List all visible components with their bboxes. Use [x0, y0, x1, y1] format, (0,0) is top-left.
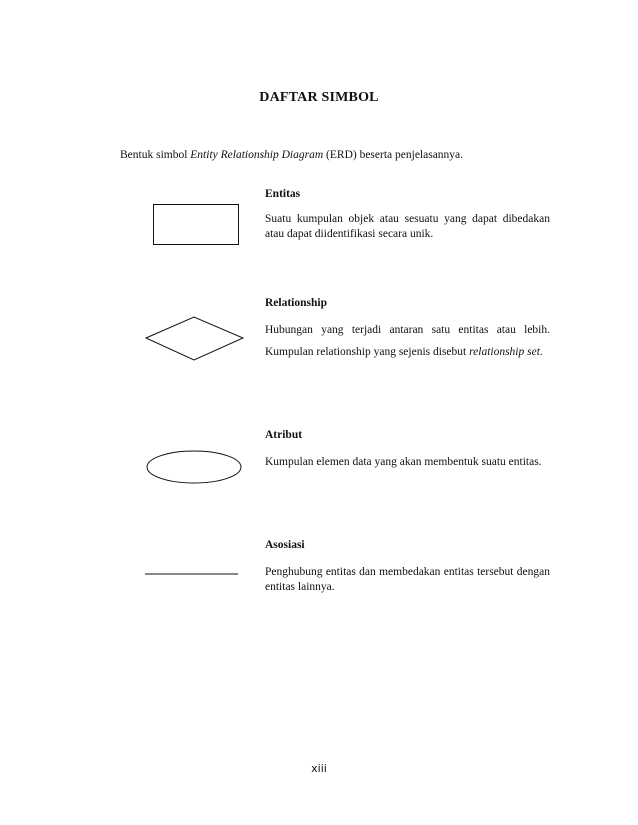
- page-number: xiii: [311, 762, 327, 775]
- page-title: DAFTAR SIMBOL: [259, 90, 379, 105]
- intro-prefix: Bentuk simbol: [120, 149, 191, 161]
- entity-rectangle-symbol: [153, 204, 241, 246]
- association-line-symbol: [145, 573, 239, 577]
- relationship-desc-italic: relationship set: [469, 346, 540, 358]
- symbol-desc-atribut: Kumpulan elemen data yang akan membentuk suatu entitas.: [265, 456, 542, 468]
- relationship-desc-end: .: [539, 346, 543, 358]
- relationship-desc-text: Hubungan yang terjadi antaran satu entitas atau lebih. Kumpulan relationship yang sejenis disebut: [265, 324, 550, 358]
- symbol-title-relationship: Relationship: [265, 297, 327, 309]
- intro-text: [120, 149, 463, 161]
- symbol-title-entitas: Entitas: [265, 188, 301, 200]
- symbol-desc-asosiasi: Penghubung entitas dan membedakan entitas tersebut dengan entitas lainnya.: [265, 566, 550, 593]
- symbol-desc-entitas: Suatu kumpulan objek atau sesuatu yang dapat dibedakan atau dapat diidentifikasi secara unik.: [265, 213, 550, 240]
- attribute-ellipse-symbol: [146, 450, 244, 486]
- intro-italic: Entity Relationship Diagram: [190, 149, 324, 161]
- symbol-title-asosiasi: Asosiasi: [265, 539, 305, 551]
- relationship-diamond-symbol: [145, 316, 245, 362]
- symbol-desc-relationship: [265, 319, 550, 363]
- symbol-title-atribut: Atribut: [265, 429, 303, 441]
- intro-suffix: (ERD) beserta penjelasannya.: [323, 149, 464, 161]
